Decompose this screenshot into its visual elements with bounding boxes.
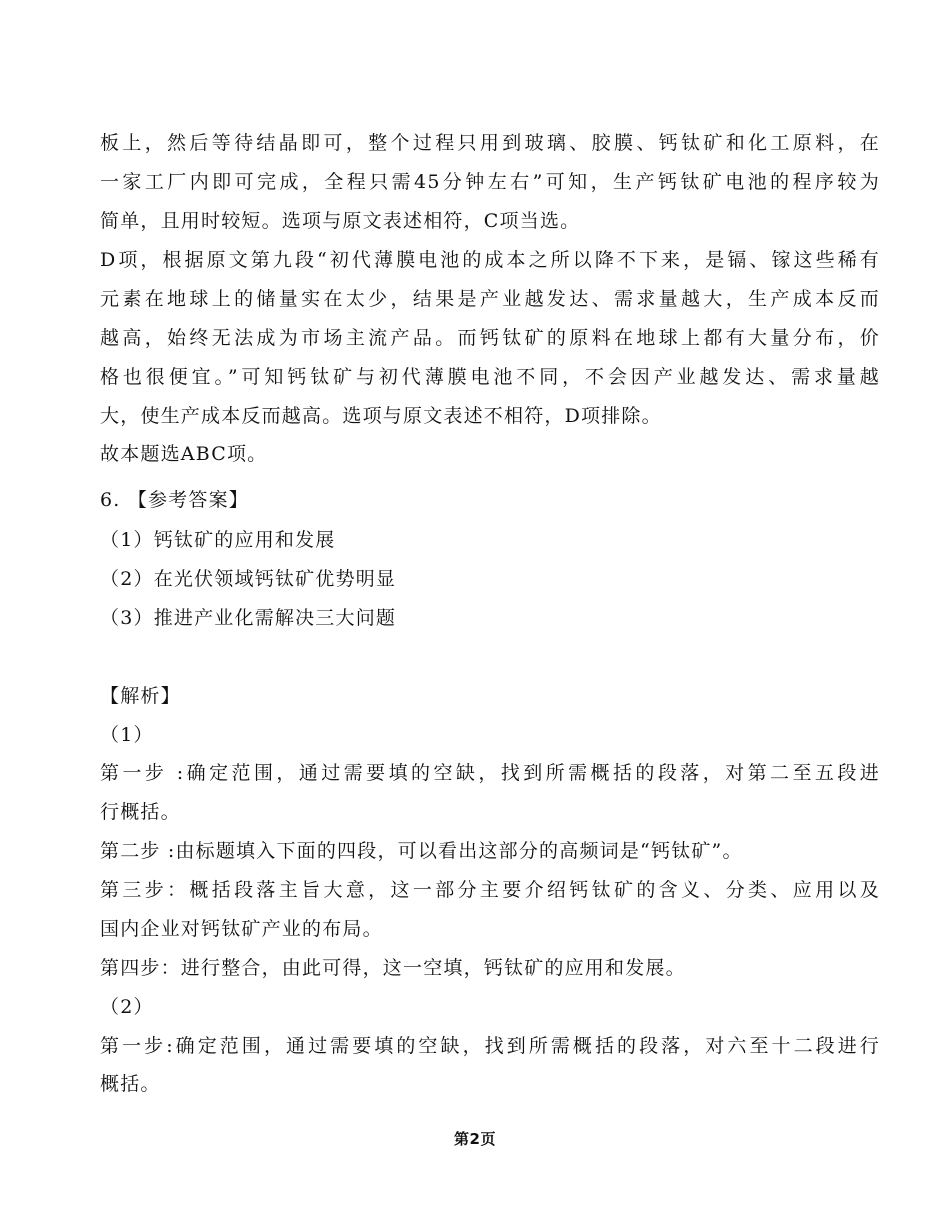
- text-line: D项，根据原文第九段“初代薄膜电池的成本之所以降不下来，是镉、镓这些稀有: [100, 249, 880, 271]
- text-line: 第四步：进行整合，由此可得，这一空填，钙钛矿的应用和发展。: [100, 957, 686, 979]
- text-line: 概括。: [100, 1073, 161, 1095]
- text-line: 故本题选ABC项。: [100, 443, 268, 465]
- text-line: 第二步 :由标题填入下面的四段，可以看出这部分的高频词是“钙钛矿”。: [100, 840, 743, 862]
- text-line: 大，使生产成本反而越高。选项与原文表述不相符，D项排除。: [100, 405, 662, 427]
- text-line: 越高，始终无法成为市场主流产品。而钙钛矿的原料在地球上都有大量分布，价: [100, 327, 880, 349]
- analysis-heading: 【解析】: [100, 685, 181, 707]
- page-number: 第2页: [454, 1130, 496, 1148]
- section-number: （1）: [100, 724, 154, 746]
- text-line: 第一步 :确定范围，通过需要填的空缺，找到所需概括的段落，对第二至五段进: [100, 762, 880, 784]
- question-heading: 6. 【参考答案】: [100, 489, 249, 511]
- text-line: 行概括。: [100, 801, 181, 823]
- text-line: 一家工厂内即可完成，全程只需45分钟左右”可知，生产钙钛矿电池的程序较为: [100, 171, 880, 193]
- text-line: 简单，且用时较短。选项与原文表述相符，C项当选。: [100, 210, 581, 232]
- text-line: 板上，然后等待结晶即可，整个过程只用到玻璃、胶膜、钙钛矿和化工原料，在: [100, 132, 880, 154]
- answer-item: （3）推进产业化需解决三大问题: [100, 607, 397, 629]
- text-line: 第三步：概括段落主旨大意，这一部分主要介绍钙钛矿的含义、分类、应用以及: [100, 879, 880, 901]
- text-line: 格也很便宜。”可知钙钛矿与初代薄膜电池不同，不会因产业越发达、需求量越: [100, 366, 880, 388]
- section-number: （2）: [100, 996, 154, 1018]
- text-line: 元素在地球上的储量实在太少，结果是产业越发达、需求量越大，生产成本反而: [100, 288, 880, 310]
- answer-item: （1）钙钛矿的应用和发展: [100, 529, 336, 551]
- text-line: 国内企业对钙钛矿产业的布局。: [100, 918, 383, 940]
- text-line: 第一步:确定范围，通过需要填的空缺，找到所需概括的段落，对六至十二段进行: [100, 1035, 880, 1057]
- answer-item: （2）在光伏领域钙钛矿优势明显: [100, 568, 397, 590]
